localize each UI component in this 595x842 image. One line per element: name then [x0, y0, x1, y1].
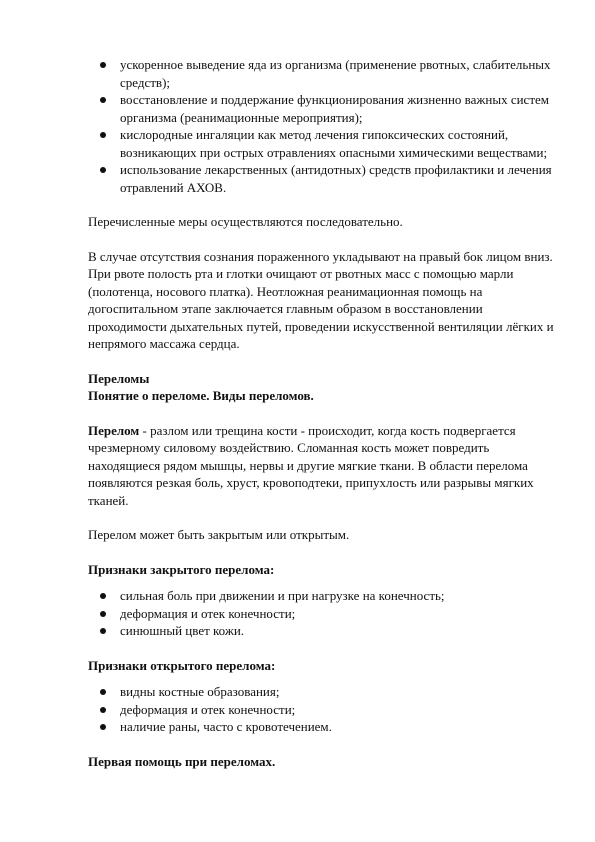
bullet-icon	[100, 97, 106, 103]
bullet-icon	[100, 707, 106, 713]
intro-measures-list	[88, 56, 558, 196]
closed-fracture-heading: Признаки закрытого перелома:	[88, 561, 275, 577]
fracture-term: Перелом	[88, 422, 140, 438]
open-signs-list	[88, 683, 558, 736]
fracture-definition	[88, 422, 558, 510]
list-item: кислородные ингаляции как метод лечения гипоксических состояний, возникающих при острых отравлениях опасными химическими веществами;	[88, 126, 558, 161]
bullet-icon	[100, 689, 106, 695]
list-item: использование лекарственных (антидотных) средств профилактики и лечения отравлений АХОВ.	[88, 161, 558, 196]
unconscious-paragraph: В случае отсутствия сознания пораженного укладывают на правый бок лицом вниз. При рвоте полость рта и глотки очищают от рвотных масс с помощью марли (полотенца, носового платка). Неотложная реанимационная помощь на догоспитальном этапе заключается главным образом в восстановлении проходимости дыхательных путей, проведении искусственной вентиляции лёгких и непрямого массажа сердца.	[88, 248, 554, 351]
list-item: восстановление и поддержание функционирования жизненно важных систем организма (реанимационные мероприятия);	[88, 91, 558, 126]
fractures-heading: Переломы	[88, 370, 150, 386]
list-item: ускоренное выведение яда из организма (применение рвотных, слабительных средств);	[88, 56, 558, 91]
open-fracture-heading: Признаки открытого перелома:	[88, 657, 276, 673]
bullet-icon	[100, 132, 106, 138]
list-item: деформация и отек конечности;	[88, 701, 558, 719]
list-item: деформация и отек конечности;	[88, 605, 558, 623]
bullet-icon	[100, 628, 106, 634]
bullet-icon	[100, 611, 106, 617]
fracture-types: Перелом может быть закрытым или открытым.	[88, 527, 350, 542]
list-item: видны костные образования;	[88, 683, 558, 701]
fractures-subheading: Понятие о переломе. Виды переломов.	[88, 388, 314, 403]
bullet-icon	[100, 593, 106, 599]
document-content	[88, 56, 558, 770]
bullet-icon	[100, 167, 106, 173]
list-item: наличие раны, часто с кровотечением.	[88, 718, 558, 736]
bullet-icon	[100, 724, 106, 730]
fracture-definition-text: - разлом или трещина кости - происходит, когда кость подвергается чрезмерному силовому воздействию. Сломанная кость может повредить находящиеся рядом мышцы, нервы и другие мягкие ткани. В области перелома появляются резкая боль, хруст, кровоподтеки, припухлость или разрывы мягких тканей.	[88, 422, 534, 508]
first-aid-heading: Первая помощь при переломах.	[88, 753, 276, 769]
closed-signs-list	[88, 587, 558, 640]
sequence-note: Перечисленные меры осуществляются последовательно.	[88, 214, 403, 229]
list-item: сильная боль при движении и при нагрузке на конечность;	[88, 587, 558, 605]
bullet-icon	[100, 62, 106, 68]
list-item: синюшный цвет кожи.	[88, 622, 558, 640]
